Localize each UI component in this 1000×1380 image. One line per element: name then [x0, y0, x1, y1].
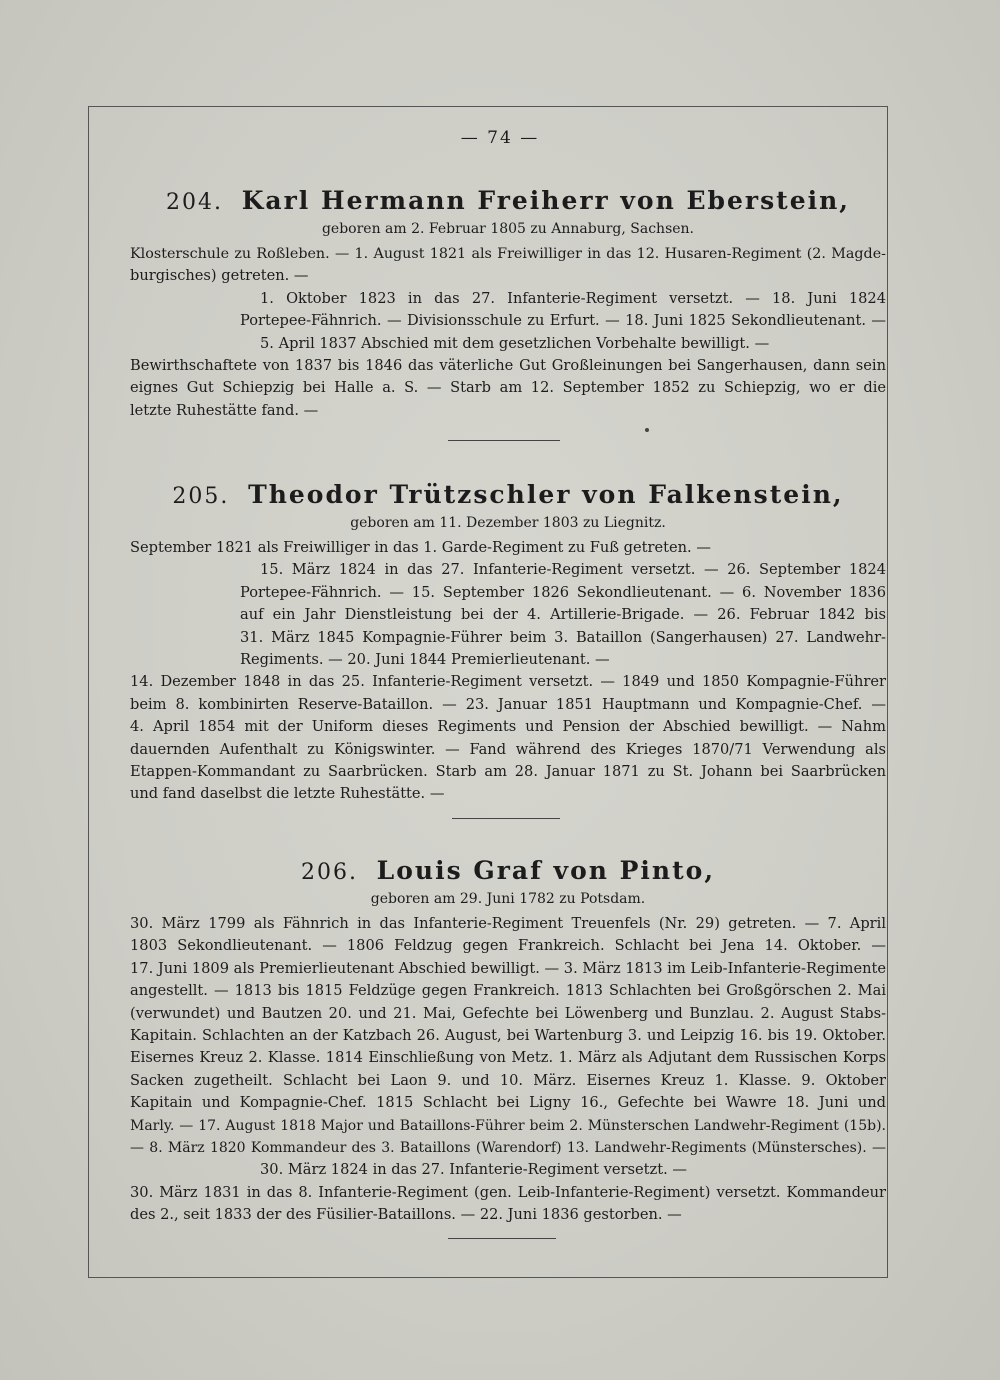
text-line: Bewirthschaftete von 1837 bis 1846 das väterliche Gut Großleinungen bei Sangerhausen, dann sein [130, 357, 886, 375]
text-line: 1. Oktober 1823 in das 27. Infanterie-Regiment versetzt. — 18. Juni 1824 [260, 289, 886, 307]
entry-number: 204. [165, 190, 223, 215]
text-line: Etappen-Kommandant zu Saarbrücken. Starb am 28. Januar 1871 zu St. Johann bei Saarbrücken [130, 763, 886, 781]
entry-heading [130, 856, 886, 885]
text-line: Kapitain. Schlachten an der Katzbach 26. August, bei Wartenburg 3. und Leipzig 16. bis 19. Oktober. [130, 1027, 886, 1045]
text-line: letzte Ruhestätte fand. — [130, 401, 319, 419]
entry-birth: geboren am 11. Dezember 1803 zu Liegnitz. [350, 515, 666, 531]
entry-name: Theodor Trützschler von Falkenstein, [248, 480, 844, 509]
entry-birth: geboren am 2. Februar 1805 zu Annaburg, Sachsen. [321, 221, 695, 237]
text-line: 30. März 1831 in das 8. Infanterie-Regiment (gen. Leib-Infanterie-Regiment) versetzt. Kommandeur [130, 1183, 886, 1201]
text-line: eignes Gut Schiepzig bei Halle a. S. — Starb am 12. September 1852 zu Schiepzig, wo er die [130, 379, 886, 397]
text-line: Regiments. — 20. Juni 1844 Premierlieutenant. — [240, 651, 610, 669]
entry-206 [130, 856, 886, 1227]
text-line: beim 8. kombinirten Reserve-Bataillon. — 23. Januar 1851 Hauptmann und Kompagnie-Chef. — [130, 695, 886, 713]
entry-205 [130, 480, 886, 806]
text-line: Kapitain und Kompagnie-Chef. 1815 Schlacht bei Ligny 16., Gefechte bei Wawre 18. Juni und [130, 1094, 886, 1112]
text-line: 30. März 1799 als Fähnrich in das Infanterie-Regiment Treuenfels (Nr. 29) getreten. — 7. April [130, 915, 886, 932]
entry-text [130, 243, 886, 422]
entry-heading [130, 186, 886, 215]
text-line: auf ein Jahr Dienstleistung bei der 4. Artillerie-Brigade. — 26. Februar 1842 bis [240, 606, 886, 624]
text-line: 15. März 1824 in das 27. Infanterie-Regiment versetzt. — 26. September 1824 [260, 561, 886, 579]
entry-text [130, 913, 886, 1227]
text-line: und fand daselbst die letzte Ruhestätte. — [130, 785, 445, 803]
text-line: 4. April 1854 mit der Uniform dieses Regiments und Pension der Abschied bewilligt. — Nahm [130, 718, 886, 736]
entry-name: Louis Graf von Pinto, [376, 856, 716, 885]
text-line: burgisches) getreten. — [130, 267, 309, 285]
entry-heading [130, 480, 886, 509]
text-line: des 2., seit 1833 der des Füsilier-Bataillons. — 22. Juni 1836 gestorben. — [130, 1206, 682, 1224]
page-number: — 74 — [460, 128, 540, 148]
ink-speck [645, 428, 649, 432]
text-line: dauernden Aufenthalt zu Königswinter. — Fand während des Krieges 1870/71 Verwendung als [130, 740, 886, 758]
text-line: Marly. — 17. August 1818 Major und Bataillons-Führer beim 2. Münsterschen Landwehr-Regiment (15b). [130, 1117, 886, 1134]
text-line: Klosterschule zu Roßleben. — 1. August 1821 als Freiwilliger in das 12. Husaren-Regiment (2. Magde- [130, 246, 886, 262]
text-line: Portepee-Fähnrich. — 15. September 1826 Sekondlieutenant. — 6. November 1836 [240, 583, 886, 601]
text-line: 17. Juni 1809 als Premierlieutenant Abschied bewilligt. — 3. März 1813 im Leib-Infanterie-Regimente [130, 959, 886, 977]
text-line: September 1821 als Freiwilliger in das 1. Garde-Regiment zu Fuß getreten. — [130, 539, 711, 556]
section-divider [448, 1238, 556, 1239]
entry-birth: geboren am 29. Juni 1782 zu Potsdam. [370, 891, 646, 907]
section-divider [448, 440, 560, 441]
entry-text [130, 537, 886, 806]
entry-number: 206. [300, 860, 358, 885]
text-line: 14. Dezember 1848 in das 25. Infanterie-Regiment versetzt. — 1849 und 1850 Kompagnie-Führer [130, 673, 886, 691]
section-divider [452, 818, 560, 819]
text-line: 31. März 1845 Kompagnie-Führer beim 3. Bataillon (Sangerhausen) 27. Landwehr- [240, 628, 886, 646]
entry-name: Karl Hermann Freiherr von Eberstein, [241, 186, 851, 215]
text-line: — 8. März 1820 Kommandeur des 3. Bataillons (Warendorf) 13. Landwehr-Regiments (Münstersches). — [130, 1140, 886, 1157]
text-line: Sacken zugetheilt. Schlacht bei Laon 9. und 10. März. Eisernes Kreuz 1. Klasse. 9. Oktober [130, 1071, 886, 1089]
entry-number: 205. [172, 484, 230, 509]
text-line: Portepee-Fähnrich. — Divisionsschule zu Erfurt. — 18. Juni 1825 Sekondlieutenant. — [240, 312, 886, 330]
text-line: 5. April 1837 Abschied mit dem gesetzlichen Vorbehalte bewilligt. — [260, 334, 770, 352]
entry-204 [130, 186, 886, 422]
text-line: Eisernes Kreuz 2. Klasse. 1814 Einschließung von Metz. 1. März als Adjutant dem Russischen Korps [130, 1049, 886, 1067]
text-line: angestellt. — 1813 bis 1815 Feldzüge gegen Frankreich. 1813 Schlachten bei Großgörschen 2. Mai [130, 982, 886, 1000]
text-line: 1803 Sekondlieutenant. — 1806 Feldzug gegen Frankreich. Schlacht bei Jena 14. Oktober. — [130, 937, 886, 955]
text-line: (verwundet) und Bautzen 20. und 21. Mai, Gefechte bei Löwenberg und Bunzlau. 2. August Stabs- [130, 1004, 886, 1022]
text-line: 30. März 1824 in das 27. Infanterie-Regiment versetzt. — [260, 1161, 687, 1179]
